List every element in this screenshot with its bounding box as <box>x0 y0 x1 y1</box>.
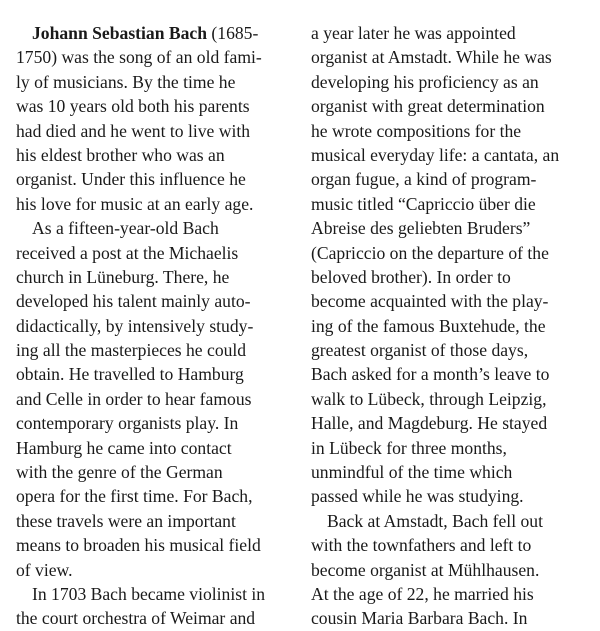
text-line <box>16 509 290 533</box>
line-text: (1685- <box>207 23 259 43</box>
text-line <box>311 216 585 240</box>
text-line <box>311 167 585 191</box>
text-line <box>16 533 290 557</box>
line-text: received a post at the Michaelis <box>16 242 239 263</box>
text-line <box>311 192 585 216</box>
text-line <box>16 387 290 411</box>
text-line <box>16 484 290 508</box>
line-text: obtain. He travelled to Hamburg <box>16 364 244 385</box>
text-line <box>16 216 290 240</box>
text-line <box>311 314 585 338</box>
text-line <box>311 387 585 411</box>
text-line <box>16 338 290 362</box>
line-text: At the age of 22, he married his <box>311 583 534 604</box>
text-line <box>16 558 290 582</box>
text-line <box>311 241 585 265</box>
line-text: organist. Under this influence he <box>16 169 246 190</box>
text-line <box>16 94 290 118</box>
line-text: in Lübeck for three months, <box>311 437 507 458</box>
text-line <box>311 533 585 557</box>
text-line <box>311 484 585 508</box>
line-text: Abreise des geliebten Bruders” <box>311 218 531 239</box>
line-text: cousin Maria Barbara Bach. In <box>311 608 528 629</box>
text-line <box>16 192 290 216</box>
line-text: and Celle in order to hear famous <box>16 388 252 409</box>
text-line <box>16 265 290 289</box>
right-text-column <box>311 21 585 631</box>
text-line <box>311 460 585 484</box>
text-line <box>311 94 585 118</box>
line-text: these travels were an important <box>16 510 236 531</box>
line-text: Bach asked for a month’s leave to <box>311 364 550 385</box>
line-text: Hamburg he came into contact <box>16 437 232 458</box>
line-text: Halle, and Magdeburg. He stayed <box>311 413 548 434</box>
line-text: contemporary organists play. In <box>16 413 239 434</box>
lead-name: Johann Sebastian Bach <box>32 23 208 43</box>
line-text: developing his proficiency as an <box>311 71 539 92</box>
line-text: was 10 years old both his parents <box>16 96 250 117</box>
text-line <box>311 436 585 460</box>
text-line <box>311 338 585 362</box>
line-text: had died and he went to live with <box>16 120 251 141</box>
text-line <box>311 606 585 630</box>
text-line <box>16 241 290 265</box>
text-line <box>311 362 585 386</box>
text-line <box>16 436 290 460</box>
text-line <box>311 143 585 167</box>
line-text: opera for the first time. For Bach, <box>16 486 253 507</box>
text-line <box>311 45 585 69</box>
line-text: unmindful of the time which <box>311 462 513 483</box>
text-line <box>16 45 290 69</box>
text-line <box>16 289 290 313</box>
text-line <box>16 167 290 191</box>
text-line <box>311 509 585 533</box>
line-text: ing all the masterpieces he could <box>16 340 247 361</box>
line-text: his eldest brother who was an <box>16 144 225 165</box>
line-text: his love for music at an early age. <box>16 193 254 214</box>
text-line <box>16 143 290 167</box>
line-text: passed while he was studying. <box>311 486 524 507</box>
text-line <box>311 411 585 435</box>
text-line <box>16 119 290 143</box>
text-line <box>311 21 585 45</box>
line-text: a year later he was appointed <box>311 23 516 43</box>
line-text: didactically, by intensively study- <box>16 315 254 336</box>
text-line <box>311 119 585 143</box>
text-line <box>16 314 290 338</box>
line-text: with the townfathers and left to <box>311 535 532 556</box>
text-line <box>311 582 585 606</box>
text-line <box>16 411 290 435</box>
line-text: walk to Lübeck, through Leipzig, <box>311 388 547 409</box>
line-text: ing of the famous Buxtehude, the <box>311 315 546 336</box>
line-text: ly of musicians. By the time he <box>16 71 236 92</box>
line-text: greatest organist of those days, <box>311 340 529 361</box>
line-text: means to broaden his musical field <box>16 535 261 556</box>
text-line <box>311 265 585 289</box>
line-text: (Capriccio on the departure of the <box>311 242 549 263</box>
line-text: organist at Amstadt. While he was <box>311 47 552 68</box>
line-text: become acquainted with the play- <box>311 291 549 312</box>
text-line <box>16 582 290 606</box>
text-line <box>16 21 290 45</box>
line-text: organist with great determination <box>311 96 545 117</box>
line-text: Back at Amstadt, Bach fell out <box>327 510 543 531</box>
text-line <box>16 70 290 94</box>
text-line <box>16 362 290 386</box>
text-line <box>16 606 290 630</box>
line-text: organ fugue, a kind of program- <box>311 169 537 190</box>
line-text: church in Lüneburg. There, he <box>16 266 230 287</box>
line-text: become organist at Mühlhausen. <box>311 559 540 580</box>
text-line <box>311 558 585 582</box>
left-text-column <box>16 21 290 631</box>
line-text: music titled “Capriccio über die <box>311 193 536 214</box>
line-text: developed his talent mainly auto- <box>16 291 251 312</box>
line-text: of view. <box>16 559 73 580</box>
line-text: beloved brother). In order to <box>311 266 511 287</box>
text-line <box>311 289 585 313</box>
line-text: with the genre of the German <box>16 462 223 483</box>
line-text: As a fifteen-year-old Bach <box>32 218 219 239</box>
text-line <box>311 70 585 94</box>
line-text: the court orchestra of Weimar and <box>16 608 256 629</box>
line-text: In 1703 Bach became violinist in <box>32 583 266 604</box>
line-text: he wrote compositions for the <box>311 120 522 141</box>
line-text: musical everyday life: a cantata, an <box>311 144 560 165</box>
text-line <box>16 460 290 484</box>
line-text: 1750) was the song of an old fami- <box>16 47 262 68</box>
